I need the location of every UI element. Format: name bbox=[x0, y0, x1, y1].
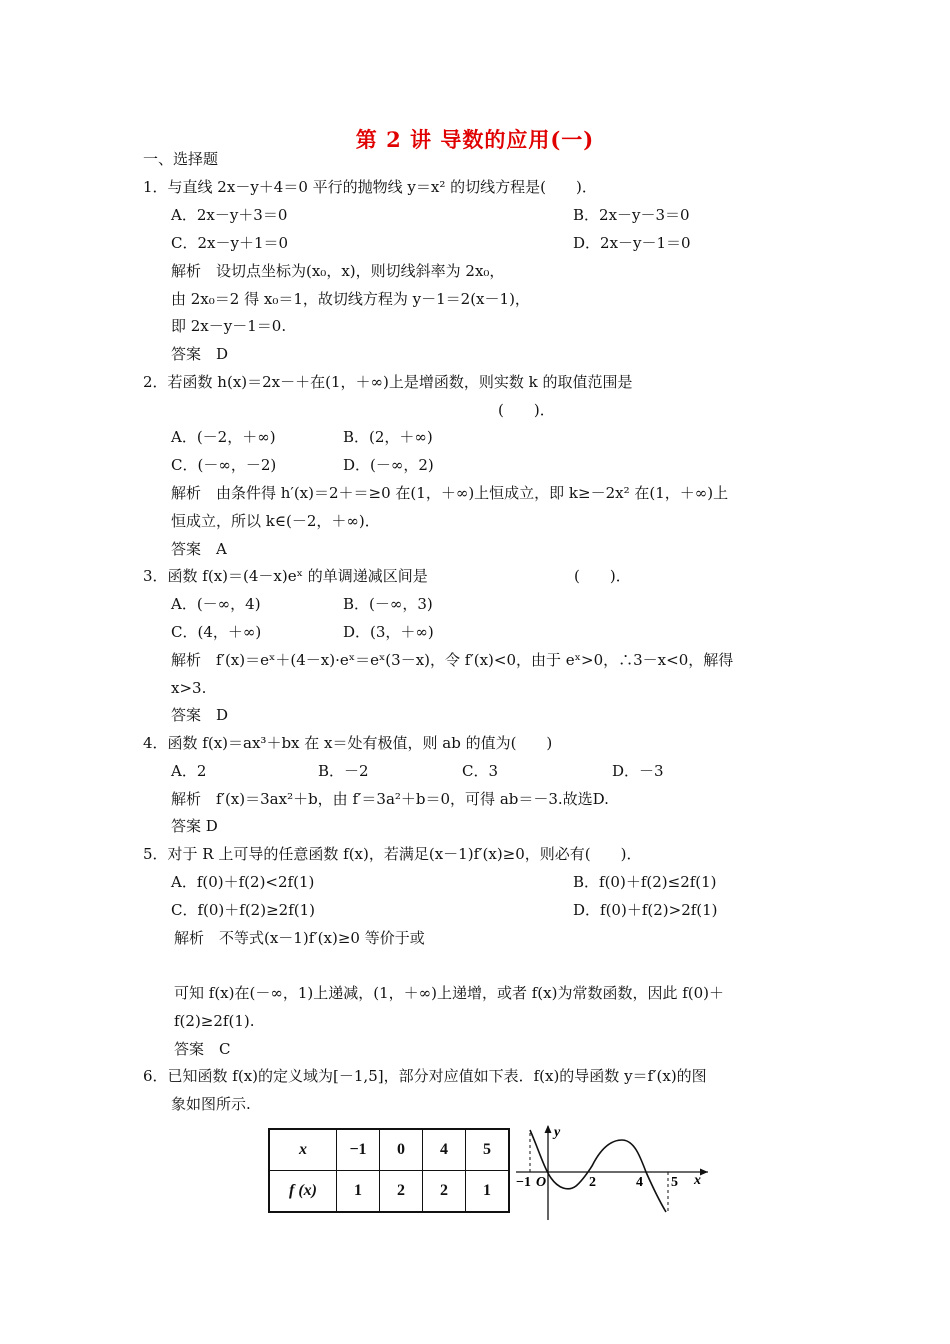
q1-option-b: B．2x－y－3＝0 bbox=[573, 206, 690, 224]
y-axis-arrow-icon bbox=[545, 1125, 552, 1133]
q1-solution-line: 解析 设切点坐标为(x₀，x)，则切线斜率为 2x₀， bbox=[171, 262, 505, 280]
q3-solution-line: 解析 f′(x)＝eˣ＋(4－x)·eˣ＝eˣ(3－x)，令 f′(x)<0，由于 eˣ>0，∴3－x<0，解得 bbox=[171, 651, 734, 669]
q1-option-d: D．2x－y－1＝0 bbox=[573, 234, 691, 252]
q2-solution-line: 恒成立，所以 k∈(－2，＋∞)． bbox=[171, 512, 380, 530]
table-row bbox=[269, 1171, 509, 1213]
q2-option-c: C．(－∞，－2) bbox=[171, 456, 277, 474]
table-row bbox=[269, 1129, 509, 1171]
q5-option-b: B．f(0)＋f(2)≤2f(1) bbox=[573, 873, 717, 891]
question-6: 6．已知函数 f(x)的定义域为[－1,5]，部分对应值如下表．f(x)的导函数 y＝f′(x)的图 bbox=[143, 1067, 707, 1085]
q1-solution-line: 由 2x₀＝2 得 x₀＝1，故切线方程为 y－1＝2(x－1)， bbox=[171, 290, 530, 308]
y-axis-label: y bbox=[554, 1125, 561, 1140]
q2-answer: 答案 A bbox=[171, 540, 227, 558]
x-axis-arrow-icon bbox=[700, 1169, 708, 1176]
q5-solution-line: f(2)≥2f(1). bbox=[174, 1012, 255, 1030]
table-cell: 2 bbox=[380, 1171, 423, 1213]
q3-option-d: D．(3，＋∞) bbox=[343, 623, 434, 641]
question-4: 4．函数 f(x)＝ax³＋bx 在 x＝处有极值，则 ab 的值为( ) bbox=[143, 734, 553, 752]
q3-option-a: A．(－∞，4) bbox=[171, 595, 261, 613]
q2-option-d: D．(－∞，2) bbox=[343, 456, 434, 474]
q3-answer: 答案 D bbox=[171, 706, 229, 724]
x-axis-label: x bbox=[694, 1173, 701, 1188]
q2-option-a: A．(－2，＋∞) bbox=[171, 428, 276, 446]
q4-solution-line: 解析 f′(x)＝3ax²＋b，由 f′＝3a²＋b＝0，可得 ab＝－3.故选D. bbox=[171, 790, 609, 808]
question-6-continued: 象如图所示. bbox=[171, 1095, 251, 1113]
q5-answer: 答案 C bbox=[174, 1040, 231, 1058]
table-cell: 2 bbox=[423, 1171, 466, 1213]
q5-option-c: C．f(0)＋f(2)≥2f(1) bbox=[171, 901, 315, 919]
q1-option-a: A．2x－y＋3＝0 bbox=[171, 206, 288, 224]
derivative-curve bbox=[530, 1130, 666, 1212]
q2-solution-line: 解析 由条件得 h′(x)＝2＋＝≥0 在(1，＋∞)上恒成立，即 k≥－2x² 在(1，＋∞)上 bbox=[171, 484, 729, 502]
value-table bbox=[268, 1128, 510, 1213]
table-cell: 4 bbox=[423, 1129, 466, 1171]
tick-label: −1 bbox=[516, 1175, 531, 1190]
q5-solution-line: 解析 不等式(x－1)f′(x)≥0 等价于或 bbox=[174, 929, 425, 947]
q1-option-c: C．2x－y＋1＝0 bbox=[171, 234, 289, 252]
question-3: 3．函数 f(x)＝(4－x)eˣ 的单调递减区间是 bbox=[143, 567, 428, 585]
q4-answer: 答案 D bbox=[171, 817, 218, 835]
page-title: 第 2 讲 导数的应用(一) bbox=[355, 127, 595, 152]
question-5: 5．对于 R 上可导的任意函数 f(x)，若满足(x－1)f′(x)≥0，则必有( )． bbox=[143, 845, 642, 863]
q2-option-b: B．(2，＋∞) bbox=[343, 428, 433, 446]
section-heading: 一、选择题 bbox=[143, 150, 219, 168]
tick-label: 5 bbox=[671, 1175, 678, 1190]
tick-label: 2 bbox=[589, 1175, 596, 1190]
q3-answer-paren: ( )． bbox=[574, 567, 631, 585]
q1-solution-line: 即 2x－y－1＝0. bbox=[171, 317, 287, 335]
table-header-x: x bbox=[269, 1129, 337, 1171]
q2-answer-paren: ( )． bbox=[498, 401, 555, 419]
q4-option-d: D．－3 bbox=[612, 762, 664, 780]
q4-option-c: C．3 bbox=[462, 762, 499, 780]
table-cell: 1 bbox=[466, 1171, 510, 1213]
question-2: 2．若函数 h(x)＝2x－＋在(1，＋∞)上是增函数，则实数 k 的取值范围是 bbox=[143, 373, 633, 391]
q5-option-a: A．f(0)＋f(2)<2f(1) bbox=[171, 873, 315, 891]
table-header-fx: f (x) bbox=[269, 1171, 337, 1213]
q5-solution-line: 可知 f(x)在(－∞，1)上递减，(1，＋∞)上递增，或者 f(x)为常数函数，因此 f(0)＋ bbox=[174, 984, 725, 1002]
q3-option-b: B．(－∞，3) bbox=[343, 595, 433, 613]
tick-label: 4 bbox=[636, 1175, 643, 1190]
table-cell: 0 bbox=[380, 1129, 423, 1171]
q1-answer: 答案 D bbox=[171, 345, 229, 363]
q3-solution-line: x>3. bbox=[171, 679, 207, 697]
question-1: 1．与直线 2x－y＋4＝0 平行的抛物线 y＝x² 的切线方程是( )． bbox=[143, 178, 597, 196]
q4-option-b: B．－2 bbox=[318, 762, 369, 780]
origin-label: O bbox=[536, 1175, 547, 1190]
q4-option-a: A．2 bbox=[171, 762, 207, 780]
table-cell: −1 bbox=[337, 1129, 380, 1171]
derivative-graph bbox=[508, 1122, 713, 1222]
table-cell: 5 bbox=[466, 1129, 510, 1171]
table-cell: 1 bbox=[337, 1171, 380, 1213]
q3-option-c: C．(4，＋∞) bbox=[171, 623, 262, 641]
q5-option-d: D．f(0)＋f(2)>2f(1) bbox=[573, 901, 718, 919]
